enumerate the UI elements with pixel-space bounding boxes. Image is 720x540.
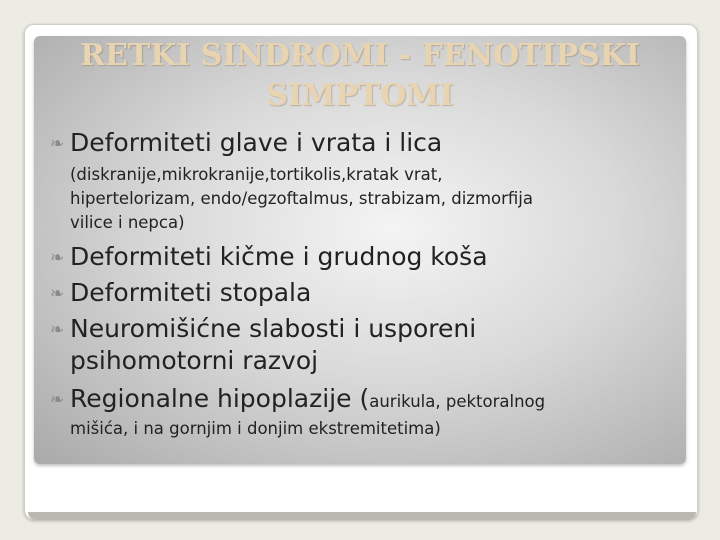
bullet-item-3-text: Deformiteti stopala xyxy=(70,278,312,307)
fleuron-bullet-icon: ❧ xyxy=(50,320,65,340)
bullet-item-1 xyxy=(50,128,442,159)
slide-title xyxy=(34,36,686,116)
fleuron-bullet-icon: ❧ xyxy=(50,390,65,410)
title-line-1: RETKI SINDROMI - FENOTIPSKI xyxy=(80,38,640,73)
bullet-item-2 xyxy=(50,242,488,273)
fleuron-bullet-icon: ❧ xyxy=(50,284,65,304)
bullet-item-5-text: Regionalne hipoplazije ( xyxy=(70,384,370,413)
fleuron-bullet-icon: ❧ xyxy=(50,134,65,154)
bullet-item-1-detail-2: hipertelorizam, endo/egzoftalmus, strabizam, dizmorfija xyxy=(70,189,533,208)
bullet-item-2-text: Deformiteti kičme i grudnog koša xyxy=(70,242,488,271)
bullet-item-4-text: Neuromišićne slabosti i usporeni xyxy=(70,314,477,343)
bullet-item-5-detail-1: mišića, i na gornjim i donjim ekstremitetima) xyxy=(70,419,441,438)
bullet-item-4 xyxy=(50,314,476,345)
bullet-item-4-continuation: psihomotorni razvoj xyxy=(70,346,319,375)
bullet-item-1-text: Deformiteti glave i vrata i lica xyxy=(70,128,443,157)
title-line-2: SIMPTOMI xyxy=(266,78,454,113)
fleuron-bullet-icon: ❧ xyxy=(50,248,65,268)
bullet-item-5-inline-detail: aurikula, pektoralnog xyxy=(369,392,546,411)
bullet-item-1-detail-3: vilice i nepca) xyxy=(70,213,185,232)
bullet-item-5 xyxy=(50,384,545,417)
bullet-item-3 xyxy=(50,278,311,309)
bullet-item-1-detail-1: (diskranije,mikrokranije,tortikolis,kratak vrat, xyxy=(70,165,443,184)
slide-frame-shadow xyxy=(28,512,696,520)
